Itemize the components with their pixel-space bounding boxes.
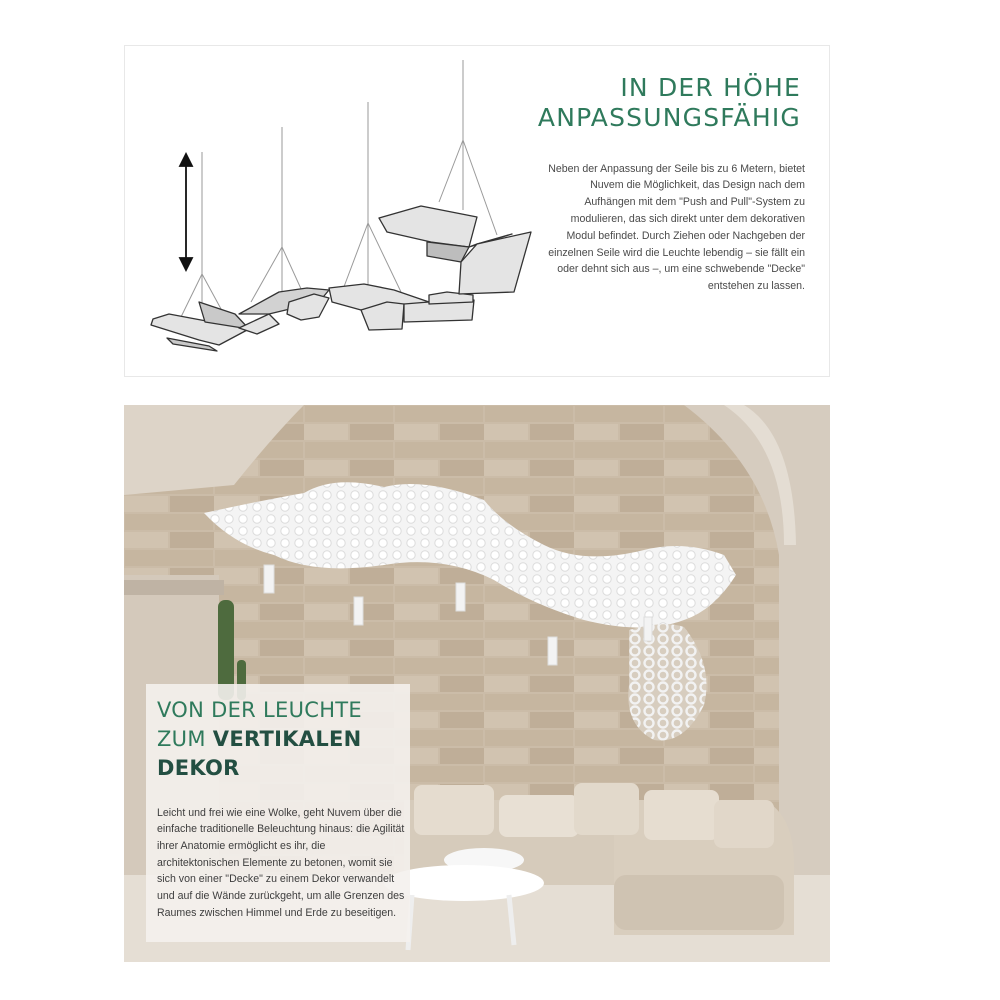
section-heading (538, 73, 801, 133)
overlay-heading-bold: VERTIKALEN (212, 727, 362, 751)
overlay-body-text: Leicht und frei wie eine Wolke, geht Nuvem über die einfache traditionelle Beleuchtung hinaus: die Agilität ihrer Anatomie ermöglicht es ihr, die architektonischen Elemente zu betonen, womit sie sich von einer "Decke" zu einem Dekor verwandelt und auf die Wände zurückgeht, um alle Grenzen des Raumes zwischen Himmel und Erde zu beseitigen. (157, 806, 405, 919)
heading-line-1: IN DER HÖHE (620, 73, 801, 102)
adjustable-height-card (124, 45, 830, 377)
heading-line-2: ANPASSUNGSFÄHIG (537, 103, 801, 132)
overlay-heading (157, 696, 362, 783)
interior-photo (124, 405, 830, 962)
height-adjust-arrow-icon (180, 154, 192, 270)
section-body-text: Neben der Anpassung der Seile bis zu 6 Metern, bietet Nuvem die Möglichkeit, das Design nach dem Aufhängen mit dem "Push and Pull"-System zu modulieren, das sich direkt unter dem dekorativen Modul befindet. Durch Ziehen oder Nachgeben der einzelnen Seile wird die Leuchte lebendig – sie fällt ein oder dehnt sich aus –, um eine schwebende "Decke" entstehen zu lassen. (548, 162, 805, 293)
overlay-heading-bold-2: DEKOR (157, 756, 240, 780)
overlay-heading-line-1: VON DER LEUCHTE (157, 698, 363, 722)
overlay-heading-light: ZUM (157, 727, 213, 751)
overlay-heading-line-2 (157, 725, 362, 754)
text-overlay-box (146, 684, 410, 942)
overlay-heading-line-3 (157, 754, 362, 783)
suspension-diagram (139, 52, 539, 362)
